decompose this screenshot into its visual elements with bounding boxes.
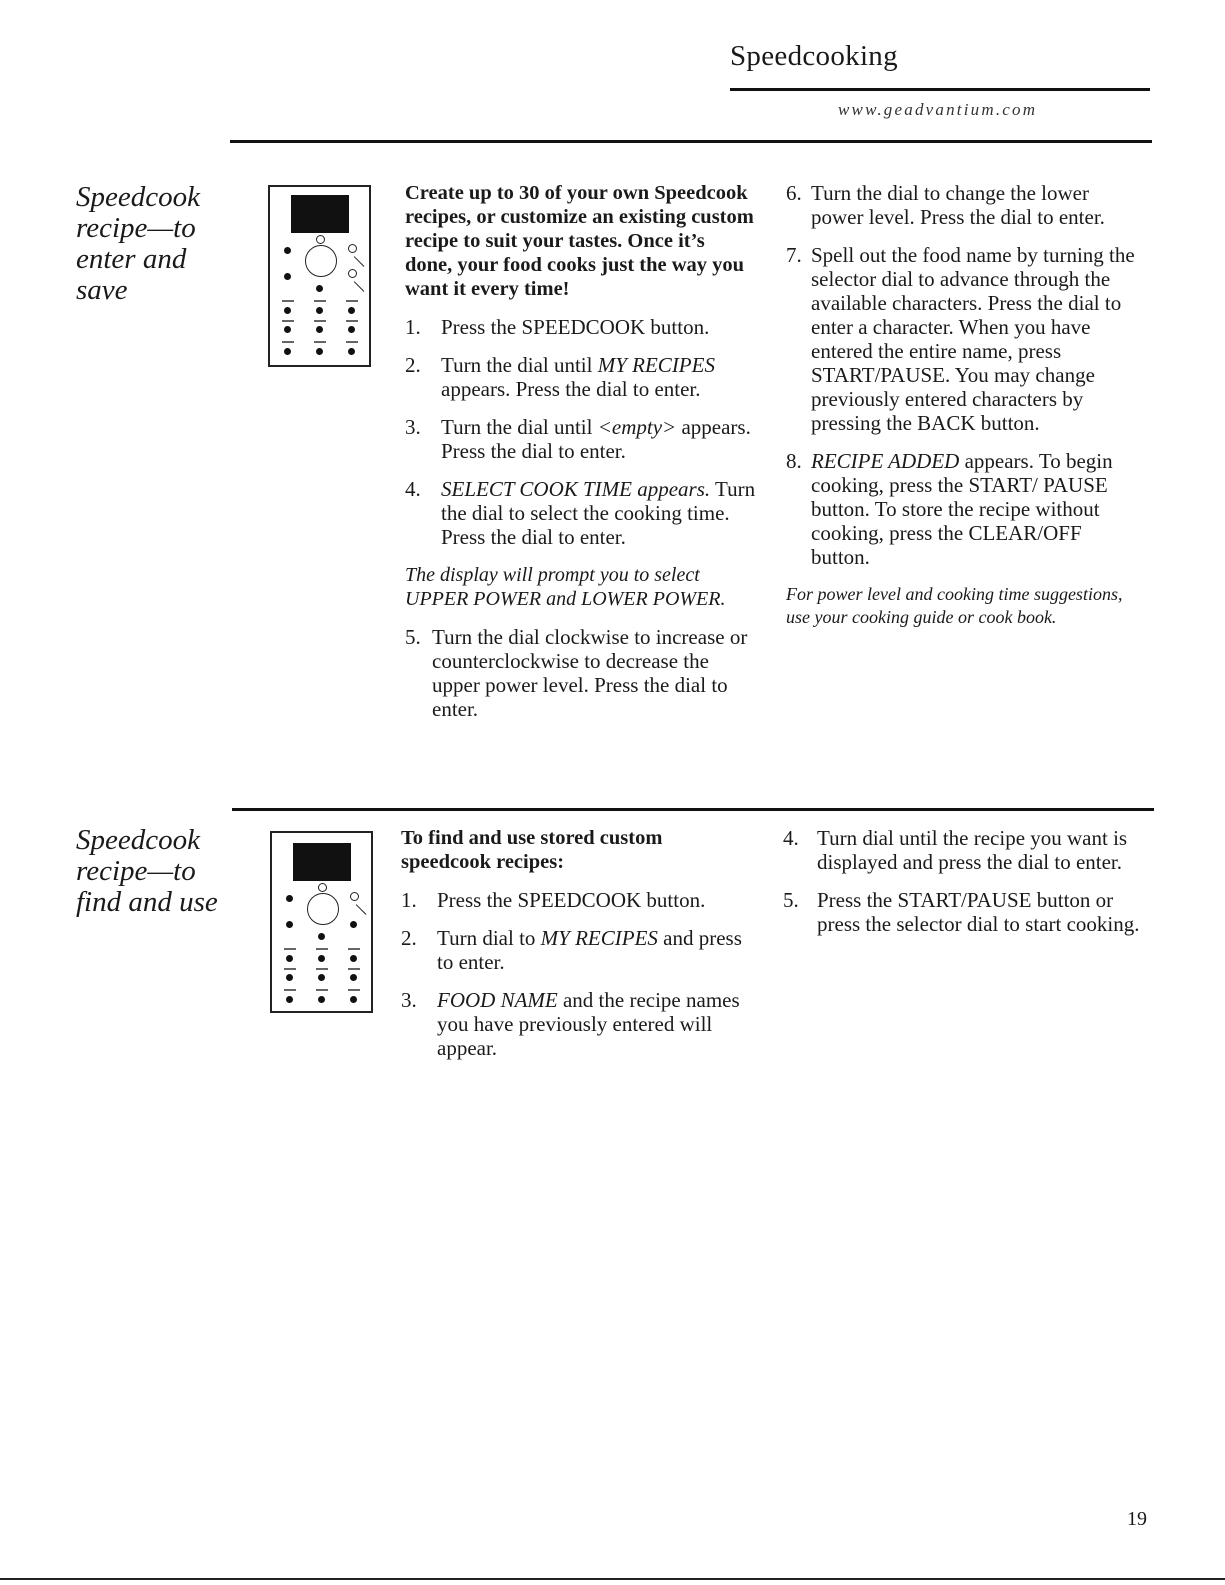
step-text	[811, 243, 1135, 435]
step-number: 4.	[405, 477, 421, 501]
step-text	[437, 926, 742, 974]
panel-label-mark	[284, 948, 296, 950]
panel-knob-icon	[318, 883, 327, 892]
step-item	[786, 243, 1144, 435]
step-item	[786, 449, 1144, 569]
step-number: 7.	[786, 243, 802, 267]
section1-heading	[76, 182, 200, 306]
text-run: and press to enter.	[437, 926, 742, 974]
step-text	[437, 988, 740, 1060]
section-divider-2	[232, 808, 1154, 811]
text-run: Turn the dial to change the lower power level. Press the dial to enter.	[811, 181, 1105, 229]
panel-button-dot	[284, 273, 291, 280]
panel-knob-icon	[316, 235, 325, 244]
panel-label-mark	[314, 341, 326, 343]
step-number: 1.	[405, 315, 421, 339]
step-item	[786, 181, 1144, 229]
text-run: appears. Press the dial to enter.	[441, 415, 751, 463]
panel-knob-icon	[350, 892, 359, 901]
heading-line: recipe—to	[76, 855, 196, 887]
selector-dial-icon	[307, 893, 339, 925]
panel-label-mark	[316, 989, 328, 991]
step-text	[817, 826, 1127, 874]
control-panel-illustration	[268, 185, 371, 367]
heading-line: save	[76, 274, 128, 306]
header-divider	[730, 88, 1150, 91]
panel-display	[293, 843, 351, 881]
italic-term: SELECT COOK TIME appears.	[441, 477, 711, 501]
italic-term: MY RECIPES	[597, 353, 715, 377]
italic-term: RECIPE ADDED	[811, 449, 960, 473]
panel-label-mark	[314, 300, 326, 302]
panel-button-dot	[286, 996, 293, 1003]
panel-label-mark	[282, 341, 294, 343]
step-item	[405, 415, 757, 463]
panel-label-mark	[346, 300, 358, 302]
step-number: 5.	[405, 625, 421, 649]
pointer-arrow-icon	[354, 281, 365, 292]
panel-label-mark	[284, 989, 296, 991]
page-title: Speedcooking	[730, 40, 898, 72]
panel-button-dot	[316, 307, 323, 314]
panel-button-dot	[348, 326, 355, 333]
text-run: appears. Press the dial to enter.	[441, 377, 701, 401]
heading-line: find and use	[76, 886, 218, 918]
panel-button-dot	[284, 348, 291, 355]
panel-button-dot	[318, 933, 325, 940]
panel-label-mark	[348, 968, 360, 970]
step-item	[401, 926, 751, 974]
panel-label-mark	[282, 300, 294, 302]
panel-display	[291, 195, 349, 233]
panel-button-dot	[284, 247, 291, 254]
panel-knob-icon	[348, 269, 357, 278]
text-run: Spell out the food name by turning the selector dial to advance through the available characters. Press the dial to enter a character. When you have entered the entire name, press START/PAUSE. You may change previously entered characters by pressing the BACK button.	[811, 243, 1135, 435]
text-run: Press the SPEEDCOOK button.	[437, 888, 706, 912]
text-run: Turn the dial until	[441, 415, 598, 439]
step-item	[783, 888, 1143, 936]
step-number: 6.	[786, 181, 802, 205]
step-number: 2.	[405, 353, 421, 377]
pointer-arrow-icon	[356, 904, 367, 915]
step-text	[811, 449, 1113, 569]
panel-button-dot	[350, 921, 357, 928]
panel-button-dot	[286, 921, 293, 928]
step-text	[441, 477, 755, 549]
panel-label-mark	[314, 320, 326, 322]
panel-button-dot	[348, 307, 355, 314]
panel-label-mark	[348, 948, 360, 950]
section2-column-left	[401, 826, 751, 1060]
step-item	[405, 625, 757, 721]
step-item	[405, 353, 757, 401]
panel-button-dot	[318, 955, 325, 962]
text-run: appears. To begin cooking, press the START/ PAUSE button. To store the recipe without cooking, press the CLEAR/OFF button.	[811, 449, 1113, 569]
panel-button-dot	[350, 955, 357, 962]
italic-term: MY RECIPES	[540, 926, 658, 950]
step-number: 4.	[783, 826, 799, 850]
panel-label-mark	[316, 948, 328, 950]
text-run: Press the SPEEDCOOK button.	[441, 315, 710, 339]
panel-button-dot	[318, 974, 325, 981]
step-item	[405, 315, 757, 339]
italic-term: FOOD NAME	[437, 988, 558, 1012]
panel-label-mark	[346, 320, 358, 322]
step-text	[817, 888, 1140, 936]
selector-dial-icon	[305, 245, 337, 277]
italic-term: <empty>	[597, 415, 677, 439]
heading-line: recipe—to	[76, 212, 196, 244]
step-text	[441, 315, 709, 339]
text-run: Turn dial to	[437, 926, 541, 950]
step-number: 5.	[783, 888, 799, 912]
panel-button-dot	[350, 974, 357, 981]
heading-line: Speedcook	[76, 824, 200, 856]
section1-column-right	[786, 181, 1144, 629]
step-item	[783, 826, 1143, 874]
step-number: 1.	[401, 888, 417, 912]
section-divider-1	[230, 140, 1152, 143]
panel-knob-icon	[348, 244, 357, 253]
step-item	[401, 988, 751, 1060]
heading-line: enter and	[76, 243, 187, 275]
heading-line: Speedcook	[76, 181, 200, 213]
panel-button-dot	[284, 307, 291, 314]
step-text	[437, 888, 705, 912]
step-text	[441, 353, 715, 401]
power-level-note: For power level and cooking time suggestions, use your cooking guide or cook book.	[786, 584, 1123, 627]
step-number: 2.	[401, 926, 417, 950]
text-run: Turn the dial until	[441, 353, 598, 377]
text-run: Turn dial until the recipe you want is displayed and press the dial to enter.	[817, 826, 1128, 874]
panel-button-dot	[286, 974, 293, 981]
panel-button-dot	[286, 895, 293, 902]
panel-label-mark	[346, 341, 358, 343]
panel-label-mark	[348, 989, 360, 991]
intro-text: Create up to 30 of your own Speedcook recipes, or customize an existing custom recipe to suit your tastes. Once it’s done, your food cooks just the way you want it every time!	[405, 182, 754, 300]
panel-button-dot	[318, 996, 325, 1003]
control-panel-illustration	[270, 831, 373, 1013]
step-text: Turn the dial clockwise to increase or counterclockwise to decrease the upper power level. Press the dial to enter.	[432, 625, 748, 721]
panel-button-dot	[348, 348, 355, 355]
panel-button-dot	[316, 285, 323, 292]
section2-heading	[76, 825, 218, 918]
step-text	[441, 415, 751, 463]
intro-text: To find and use stored custom speedcook recipes:	[401, 827, 663, 873]
step-item	[405, 477, 757, 549]
text-run: Turn the dial to select the cooking time. Press the dial to enter.	[441, 477, 756, 549]
panel-button-dot	[316, 348, 323, 355]
bottom-edge-line	[0, 1578, 1225, 1580]
panel-button-dot	[286, 955, 293, 962]
display-prompt-note: The display will prompt you to select UPPER POWER and LOWER POWER.	[405, 564, 726, 610]
text-run: and the recipe names you have previously entered will appear.	[437, 988, 740, 1060]
panel-button-dot	[350, 996, 357, 1003]
page-number: 19	[1127, 1508, 1147, 1530]
step-number: 8.	[786, 449, 802, 473]
panel-button-dot	[316, 326, 323, 333]
step-text	[811, 181, 1105, 229]
panel-label-mark	[284, 968, 296, 970]
panel-label-mark	[316, 968, 328, 970]
section1-column-left	[405, 181, 757, 721]
step-number: 3.	[401, 988, 417, 1012]
step-item	[401, 888, 751, 912]
section2-column-right	[783, 826, 1143, 936]
panel-label-mark	[282, 320, 294, 322]
pointer-arrow-icon	[354, 256, 365, 267]
website-url[interactable]: www.geadvantium.com	[838, 100, 1038, 119]
step-number: 3.	[405, 415, 421, 439]
panel-button-dot	[284, 326, 291, 333]
text-run: Press the START/PAUSE button or press the selector dial to start cooking.	[817, 888, 1140, 936]
